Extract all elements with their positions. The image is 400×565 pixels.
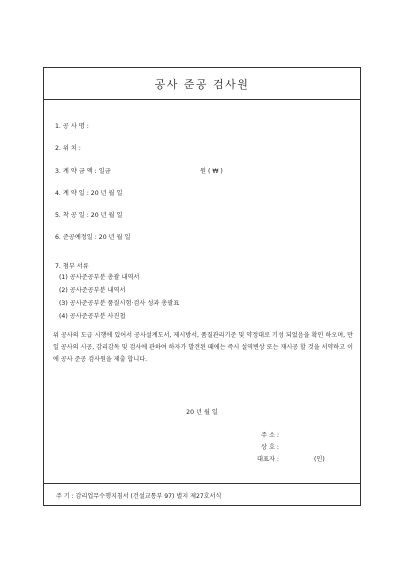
field-location: 2. 위 치 : [55,145,81,152]
form-title: 공사 준공 검사원 [154,77,250,91]
attachment-item: (4) 공사준공부분 사진첩 [59,313,126,320]
company-label: 상 호 : [261,444,279,451]
representative-label: 대표자 : [257,456,279,463]
address-label: 주 소 : [261,432,279,439]
title-row [44,68,360,100]
attachment-item: (2) 공사준공부분 내역서 [59,287,126,294]
field-planned-completion: 6. 준공예정일 : 20 년 월 일 [55,234,131,241]
footer-note: 주 기 : 감리업무수행지침서 (건설교통부 97) 별지 제27호서식 [56,493,222,500]
attachment-item: (1) 공사준공부분 총괄 내역서 [59,274,140,281]
inspection-form [43,67,361,484]
field-project-name: 1. 공 사 명 : [55,123,89,130]
declaration-paragraph: 위 공사의 도급 시행에 있어서 공사설계도서, 제시방서, 품질관리기준 및 약정대로 기성 되었음을 확인 하오며, 만일 공사의 시공, 감리감독 및 검사에 관하여 하자가 발견된 때에는 즉시 설역변상 또는 재시공 할 것을 서약하고 이에 공사 준공 검사원을 제출 합니다. [53,332,353,363]
submission-date: 20 년 월 일 [186,409,218,416]
field-contract-amount-won: 원 ( ₩ ) [200,168,223,175]
field-contract-amount: 3. 계 약 금 액 : 일금 [55,168,111,175]
field-contract-date: 4. 계 약 일 : 20 년 월 일 [55,190,123,197]
attachments-heading: 7. 첨부 서류 [55,263,89,270]
seal-mark: (인) [314,456,325,463]
field-start-date: 5. 착 공 일 : 20 년 월 일 [55,212,123,219]
footer-box [43,484,361,506]
attachment-item: (3) 공사준공부분 품질시험·검사 성과 총괄표 [59,300,180,307]
